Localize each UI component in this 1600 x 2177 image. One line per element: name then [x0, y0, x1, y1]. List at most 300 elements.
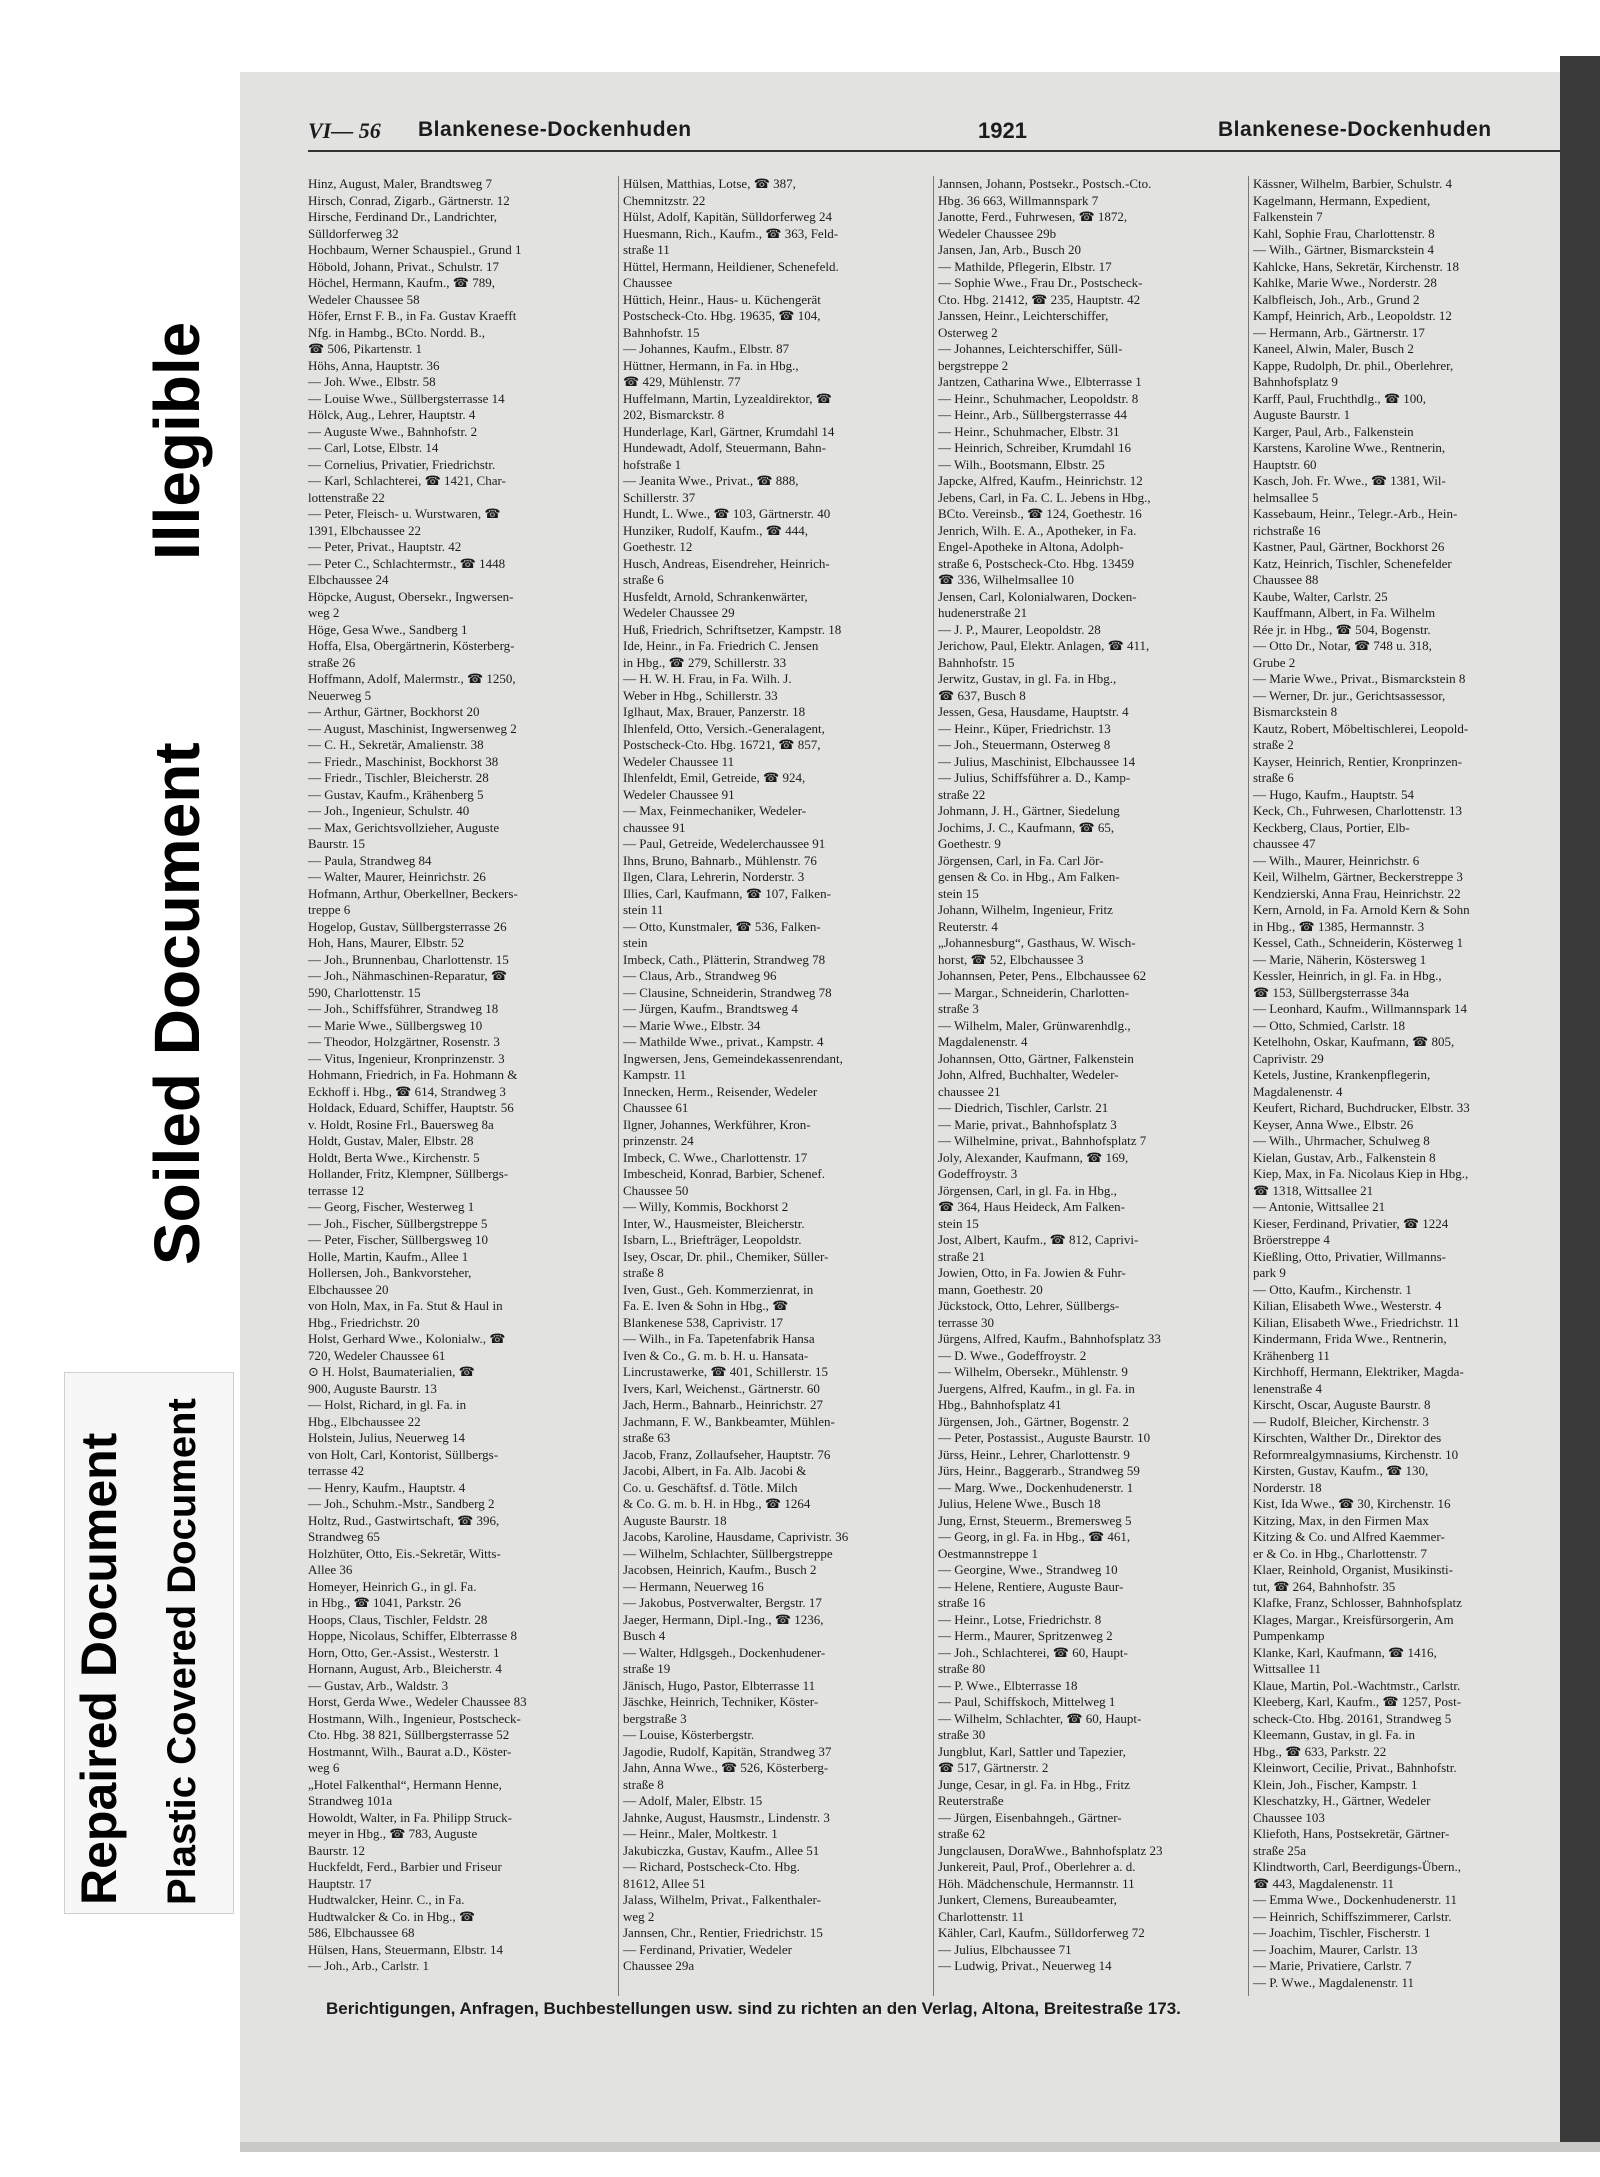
- directory-column-2: [619, 176, 934, 1996]
- directory-entry: Weber in Hbg., Schillerstr. 33: [623, 687, 778, 703]
- directory-entry: straße 62: [938, 1826, 986, 1841]
- directory-entry: Busch 4: [623, 1628, 666, 1643]
- directory-entry: Junkereit, Paul, Prof., Oberlehrer a. d.: [938, 1859, 1136, 1874]
- directory-entry: terrasse 30: [938, 1314, 994, 1330]
- directory-entry: Klages, Margar., Kreisfürsorgerin, Am: [1253, 1611, 1454, 1627]
- directory-entry: — Leonhard, Kaufm., Willmannspark 14: [1253, 1001, 1468, 1016]
- directory-entry: gensen & Co. in Hbg., Am Falken-: [938, 869, 1120, 884]
- header-title-right: Blankenese-Dockenhuden: [1218, 118, 1492, 141]
- directory-entry: — Emma Wwe., Dockenhudenerstr. 11: [1253, 1892, 1457, 1907]
- directory-entry: Keyser, Anna Wwe., Elbstr. 26: [1253, 1116, 1414, 1132]
- directory-entry: Ihlenfeldt, Emil, Getreide, ☎ 924,: [623, 770, 806, 785]
- directory-entry: — Wilh., Bootsmann, Elbstr. 25: [938, 456, 1105, 472]
- directory-entry: — Marie, Privatiere, Carlstr. 7: [1253, 1958, 1412, 1973]
- directory-entry: & Co. G. m. b. H. in Hbg., ☎ 1264: [623, 1496, 811, 1511]
- directory-entry: Jürss, Heinr., Lehrer, Charlottenstr. 9: [938, 1446, 1130, 1462]
- directory-entry: Hundewadt, Adolf, Steuermann, Bahn-: [623, 440, 826, 455]
- directory-entry: Strandweg 65: [308, 1529, 380, 1544]
- directory-entry: horst, ☎ 52, Elbchaussee 3: [938, 951, 1084, 967]
- directory-entry: Höchel, Hermann, Kaufm., ☎ 789,: [308, 275, 495, 290]
- directory-entry: Höh. Mädchenschule, Hermannstr. 11: [938, 1875, 1135, 1891]
- directory-entry: Eckhoff i. Hbg., ☎ 614, Strandweg 3: [308, 1083, 506, 1099]
- header-title-left: Blankenese-Dockenhuden: [418, 118, 692, 141]
- directory-entry: Hbg., ☎ 633, Parkstr. 22: [1253, 1743, 1387, 1759]
- directory-entry: — Peter, Privat., Hauptstr. 42: [308, 539, 462, 554]
- directory-entry: Klindtworth, Carl, Beerdigungs-Übern.,: [1253, 1859, 1461, 1874]
- directory-entry: — Julius, Elbchaussee 71: [938, 1941, 1072, 1957]
- page-number: VI— 56: [308, 118, 381, 143]
- directory-entry: Chaussee 61: [623, 1100, 689, 1115]
- directory-entry: Jungclausen, DoraWwe., Bahnhofsplatz 23: [938, 1842, 1163, 1858]
- directory-entry: — Ludwig, Privat., Neuerweg 14: [938, 1958, 1112, 1973]
- directory-entry: weg 2: [623, 1908, 655, 1924]
- directory-entry: Imbeck, Cath., Plätterin, Strandweg 78: [623, 951, 826, 967]
- directory-entry: Isbarn, L., Briefträger, Leopoldstr.: [623, 1232, 802, 1247]
- directory-entry: Kampstr. 11: [623, 1067, 687, 1082]
- directory-entry: ☎ 637, Busch 8: [938, 687, 1026, 703]
- directory-entry: — Karl, Schlachterei, ☎ 1421, Char-: [308, 473, 506, 488]
- directory-entry: Lincrustawerke, ☎ 401, Schillerstr. 15: [623, 1364, 829, 1379]
- directory-entry: — Joachim, Maurer, Carlstr. 13: [1253, 1941, 1418, 1957]
- directory-entry: Hoppe, Nicolaus, Schiffer, Elbterrasse 8: [308, 1628, 517, 1643]
- directory-entry: Chaussee 50: [623, 1182, 689, 1198]
- directory-entry: — Jürgen, Kaufm., Brandtsweg 4: [623, 1001, 798, 1016]
- directory-entry: Johannsen, Otto, Gärtner, Falkenstein: [938, 1050, 1134, 1066]
- directory-entry: hofstraße 1: [623, 456, 682, 472]
- directory-entry: Holle, Martin, Kaufm., Allee 1: [308, 1248, 469, 1264]
- directory-entry: — Holst, Richard, in gl. Fa. in: [308, 1397, 467, 1412]
- directory-entry: — Marie Wwe., Süllbergsweg 10: [308, 1017, 483, 1033]
- directory-entry: in Hbg., ☎ 279, Schillerstr. 33: [623, 654, 787, 670]
- directory-entry: straße 11: [623, 242, 670, 257]
- directory-entry: Hbg. 36 663, Willmannspark 7: [938, 192, 1099, 208]
- directory-entry: Husch, Andreas, Eisendreher, Heinrich-: [623, 555, 830, 571]
- directory-entry: ☎ 429, Mühlenstr. 77: [623, 374, 741, 389]
- directory-entry: Bahnhofstr. 15: [623, 324, 700, 340]
- directory-entry: Keckberg, Claus, Portier, Elb-: [1253, 819, 1410, 835]
- directory-entry: Elbchaussee 24: [308, 572, 389, 587]
- directory-entry: — Adolf, Maler, Elbstr. 15: [623, 1793, 763, 1808]
- directory-entry: — Julius, Schiffsführer a. D., Kamp-: [938, 770, 1131, 785]
- directory-entry: Wittsallee 11: [1253, 1661, 1321, 1676]
- directory-entry: Wedeler Chaussee 11: [623, 753, 735, 769]
- directory-entry: Johann, Wilhelm, Ingenieur, Fritz: [938, 902, 1113, 917]
- directory-entry: Hbg., Elbchaussee 22: [308, 1413, 421, 1429]
- directory-entry: — Hugo, Kaufm., Hauptstr. 54: [1253, 786, 1415, 802]
- directory-entry: Jachmann, F. W., Bankbeamter, Mühlen-: [623, 1413, 835, 1429]
- label-repaired-document: Repaired Document: [71, 1432, 127, 1905]
- directory-entry: Iven & Co., G. m. b. H. u. Hansata-: [623, 1347, 809, 1363]
- directory-entry: — Otto, Kaufm., Kirchenstr. 1: [1253, 1281, 1412, 1297]
- directory-entry: Kässner, Wilhelm, Barbier, Schulstr. 4: [1253, 176, 1452, 191]
- directory-entry: Jürgensen, Joh., Gärtner, Bogenstr. 2: [938, 1413, 1129, 1429]
- directory-entry: Kasch, Joh. Fr. Wwe., ☎ 1381, Wil-: [1253, 473, 1446, 488]
- directory-entry: — Paula, Strandweg 84: [308, 852, 432, 868]
- directory-entry: — Wilh., Gärtner, Bismarckstein 4: [1253, 242, 1435, 257]
- directory-entry: Jörgensen, Carl, in gl. Fa. in Hbg.,: [938, 1182, 1117, 1198]
- directory-entry: — Jakobus, Postverwalter, Bergstr. 17: [623, 1595, 822, 1610]
- directory-entry: Kassebaum, Heinr., Telegr.-Arb., Hein-: [1253, 506, 1458, 521]
- directory-entry: Johannsen, Peter, Pens., Elbchaussee 62: [938, 968, 1147, 983]
- directory-entry: — Richard, Postscheck-Cto. Hbg.: [623, 1859, 800, 1874]
- directory-entry: Hochbaum, Werner Schauspiel., Grund 1: [308, 242, 522, 257]
- directory-entry: Baurstr. 12: [308, 1842, 366, 1858]
- directory-entry: Ihns, Bruno, Bahnarb., Mühlenstr. 76: [623, 852, 817, 868]
- directory-entry: lenenstraße 4: [1253, 1380, 1322, 1396]
- directory-entry: Kleschatzky, H., Gärtner, Wedeler: [1253, 1793, 1431, 1808]
- directory-entry: Oestmannstreppe 1: [938, 1545, 1039, 1561]
- directory-entry: Kampf, Heinrich, Arb., Leopoldstr. 12: [1253, 308, 1452, 323]
- directory-entry: Hbg., Bahnhofsplatz 41: [938, 1397, 1062, 1412]
- directory-entry: Julius, Helene Wwe., Busch 18: [938, 1496, 1101, 1511]
- directory-entry: Hinz, August, Maler, Brandtsweg 7: [308, 176, 492, 191]
- directory-entry: straße 25a: [1253, 1842, 1307, 1858]
- directory-entry: Holdt, Berta Wwe., Kirchenstr. 5: [308, 1149, 480, 1165]
- directory-entry: Rée jr. in Hbg., ☎ 504, Bogenstr.: [1253, 621, 1431, 637]
- directory-entry: richstraße 16: [1253, 522, 1321, 538]
- directory-entry: Schillerstr. 37: [623, 489, 696, 505]
- directory-entry: Reuterstraße: [938, 1793, 1004, 1808]
- directory-entry: Isey, Oscar, Dr. phil., Chemiker, Süller-: [623, 1248, 829, 1264]
- directory-entry: Hoffmann, Adolf, Malermstr., ☎ 1250,: [308, 671, 516, 686]
- directory-entry: Klaue, Martin, Pol.-Wachtmstr., Carlstr.: [1253, 1677, 1461, 1693]
- directory-entry: Jückstock, Otto, Lehrer, Süllbergs-: [938, 1298, 1120, 1313]
- directory-page: [246, 84, 1560, 2134]
- directory-entry: Kähler, Carl, Kaufm., Sülldorferweg 72: [938, 1925, 1145, 1940]
- header-rule: [308, 150, 1560, 152]
- directory-entry: Kern, Arnold, in Fa. Arnold Kern & Sohn: [1253, 902, 1470, 917]
- directory-entry: Höge, Gesa Wwe., Sandberg 1: [308, 621, 468, 637]
- directory-entry: — Wilh., Maurer, Heinrichstr. 6: [1253, 852, 1420, 868]
- directory-entry: treppe 6: [308, 902, 351, 917]
- directory-entry: — Joh., Nähmaschinen-Reparatur, ☎: [308, 968, 508, 983]
- directory-entry: Junkert, Clemens, Bureaubeamter,: [938, 1892, 1117, 1907]
- directory-entry: — Jürgen, Eisenbahngeh., Gärtner-: [938, 1809, 1122, 1825]
- directory-entry: in Hbg., ☎ 1041, Parkstr. 26: [308, 1595, 462, 1610]
- directory-entry: straße 80: [938, 1661, 986, 1676]
- directory-entry: 202, Bismarckstr. 8: [623, 407, 725, 422]
- directory-entry: — Helene, Rentiere, Auguste Baur-: [938, 1578, 1124, 1594]
- directory-entry: 586, Elbchaussee 68: [308, 1925, 415, 1940]
- directory-entry: Bahnhofsplatz 9: [1253, 374, 1338, 389]
- directory-entry: Auguste Baurstr. 18: [623, 1512, 727, 1528]
- directory-entry: Ilgen, Clara, Lehrerin, Norderstr. 3: [623, 869, 805, 884]
- directory-entry: — Julius, Maschinist, Elbchaussee 14: [938, 753, 1136, 769]
- directory-entry: — Mathilde Wwe., privat., Kampstr. 4: [623, 1034, 824, 1049]
- directory-entry: Hülsen, Matthias, Lotse, ☎ 387,: [623, 176, 796, 191]
- directory-entry: Ketelhohn, Oskar, Kaufmann, ☎ 805,: [1253, 1034, 1455, 1049]
- directory-entry: straße 2: [1253, 737, 1294, 752]
- directory-entry: chaussee 47: [1253, 836, 1316, 851]
- directory-entry: — Heinrich, Schreiber, Krumdahl 16: [938, 440, 1131, 455]
- directory-entry: Hunderlage, Karl, Gärtner, Krumdahl 14: [623, 423, 835, 439]
- directory-entry: ☎ 517, Gärtnerstr. 2: [938, 1760, 1049, 1775]
- directory-entry: Kilian, Elisabeth Wwe., Friedrichstr. 11: [1253, 1314, 1460, 1330]
- directory-entry: Reuterstr. 4: [938, 918, 998, 934]
- directory-entry: straße 22: [938, 786, 986, 802]
- directory-entry: ☎ 443, Magdalenenstr. 11: [1253, 1875, 1394, 1891]
- directory-entry: Chaussee: [623, 275, 673, 290]
- directory-entry: — Otto, Schmied, Carlstr. 18: [1253, 1017, 1406, 1033]
- page-header: [308, 118, 1560, 154]
- directory-entry: Jebens, Carl, in Fa. C. L. Jebens in Hbg.,: [938, 489, 1151, 505]
- directory-entry: Hostmannt, Wilh., Baurat a.D., Köster-: [308, 1743, 512, 1759]
- directory-entry: Hundt, L. Wwe., ☎ 103, Gärtnerstr. 40: [623, 506, 831, 521]
- directory-entry: in Hbg., ☎ 1385, Hermannstr. 3: [1253, 918, 1425, 934]
- directory-entry: straße 6: [623, 572, 664, 587]
- directory-entry: — Heinr., Arb., Süllbergsterrasse 44: [938, 407, 1127, 422]
- directory-entry: Hüttel, Hermann, Heildiener, Schenefeld.: [623, 258, 839, 274]
- directory-entry: — Claus, Arb., Strandweg 96: [623, 968, 777, 983]
- directory-entry: Jahnke, August, Hausmstr., Lindenstr. 3: [623, 1809, 830, 1825]
- directory-entry: — Herm., Maurer, Spritzenweg 2: [938, 1628, 1113, 1643]
- directory-entry: v. Holdt, Rosine Frl., Bauersweg 8a: [308, 1116, 494, 1132]
- directory-entry: Kilian, Elisabeth Wwe., Westerstr. 4: [1253, 1298, 1442, 1313]
- directory-entry: Baurstr. 15: [308, 836, 366, 851]
- directory-entry: Keck, Ch., Fuhrwesen, Charlottenstr. 13: [1253, 803, 1463, 818]
- directory-entry: Auguste Baurstr. 1: [1253, 407, 1351, 422]
- directory-entry: Junge, Cesar, in gl. Fa. in Hbg., Fritz: [938, 1776, 1130, 1792]
- directory-entry: Hostmann, Wilh., Ingenieur, Postscheck-: [308, 1710, 521, 1726]
- directory-entry: tut, ☎ 264, Bahnhofstr. 35: [1253, 1578, 1396, 1594]
- directory-entry: Imbeck, C. Wwe., Charlottenstr. 17: [623, 1149, 808, 1165]
- directory-entry: Kliefoth, Hans, Postsekretär, Gärtner-: [1253, 1826, 1450, 1841]
- directory-entry: Hülst, Adolf, Kapitän, Sülldorferweg 24: [623, 209, 833, 224]
- directory-entry: Kirsten, Gustav, Kaufm., ☎ 130,: [1253, 1463, 1429, 1478]
- page-footer: Berichtigungen, Anfragen, Buchbestellungen usw. sind zu richten an den Verlag, Altona, Breitestraße 173.: [326, 1999, 1181, 2018]
- directory-entry: Hollersen, Joh., Bankvorsteher,: [308, 1265, 472, 1280]
- directory-entry: Holdack, Eduard, Schiffer, Hauptstr. 56: [308, 1100, 514, 1115]
- directory-entry: Hirsche, Ferdinand Dr., Landrichter,: [308, 209, 498, 224]
- directory-entry: weg 6: [308, 1760, 340, 1775]
- directory-entry: — Carl, Lotse, Elbstr. 14: [308, 440, 439, 455]
- directory-entry: 590, Charlottenstr. 15: [308, 984, 421, 1000]
- directory-entry: — Heinr., Schuhmacher, Elbstr. 31: [938, 423, 1120, 439]
- directory-entry: Jerichow, Paul, Elektr. Anlagen, ☎ 411,: [938, 638, 1150, 653]
- directory-entry: Kirchhoff, Hermann, Elektriker, Magda-: [1253, 1364, 1464, 1379]
- directory-entry: Neuerweg 5: [308, 687, 372, 703]
- directory-entry: lottenstraße 22: [308, 489, 385, 505]
- directory-entry: Jäschke, Heinrich, Techniker, Köster-: [623, 1694, 819, 1709]
- directory-entry: Ingwersen, Jens, Gemeindekassenrendant,: [623, 1050, 843, 1066]
- directory-entry: John, Alfred, Buchhalter, Wedeler-: [938, 1067, 1119, 1082]
- directory-entry: — Peter, Fleisch- u. Wurstwaren, ☎: [308, 506, 501, 521]
- directory-entry: Cto. Hbg. 38 821, Süllbergsterrasse 52: [308, 1727, 510, 1742]
- directory-entry: Jannsen, Johann, Postsekr., Postsch.-Cto.: [938, 176, 1152, 191]
- directory-entry: bergstraße 3: [623, 1710, 687, 1726]
- directory-entry: Höpcke, August, Obersekr., Ingwersen-: [308, 588, 514, 604]
- directory-entry: Fa. E. Iven & Sohn in Hbg., ☎: [623, 1298, 789, 1313]
- directory-entry: Juergens, Alfred, Kaufm., in gl. Fa. in: [938, 1380, 1135, 1396]
- directory-entry: straße 16: [938, 1595, 986, 1610]
- directory-entry: prinzenstr. 24: [623, 1133, 694, 1148]
- directory-entry: — Margar., Schneiderin, Charlotten-: [938, 984, 1130, 1000]
- directory-entry: Kaube, Walter, Carlstr. 25: [1253, 588, 1388, 604]
- directory-entry: stein: [623, 935, 648, 950]
- directory-entry: Höbold, Johann, Privat., Schulstr. 17: [308, 258, 500, 274]
- directory-entry: von Holn, Max, in Fa. Stut & Haul in: [308, 1298, 503, 1313]
- directory-entry: straße 21: [938, 1248, 986, 1264]
- directory-entry: straße 8: [623, 1265, 664, 1280]
- directory-entry: Inter, W., Hausmeister, Bleicherstr.: [623, 1215, 805, 1231]
- directory-entry: — Wilh., in Fa. Tapetenfabrik Hansa: [623, 1331, 815, 1346]
- directory-entry: Nfg. in Hambg., BCto. Nordd. B.,: [308, 324, 485, 340]
- directory-entry: — Auguste Wwe., Bahnhofstr. 2: [308, 423, 478, 439]
- directory-entry: Kaneel, Alwin, Maler, Busch 2: [1253, 341, 1414, 356]
- directory-entry: Chemnitzstr. 22: [623, 192, 706, 208]
- label-soiled-document: Soiled Document: [141, 742, 213, 1265]
- directory-entry: Kappe, Rudolph, Dr. phil., Oberlehrer,: [1253, 357, 1454, 373]
- directory-entry: Allee 36: [308, 1562, 353, 1577]
- directory-entry: — Wilhelm, Obersekr., Mühlenstr. 9: [938, 1364, 1128, 1379]
- directory-entry: Norderstr. 18: [1253, 1479, 1322, 1495]
- directory-entry: — Friedr., Maschinist, Bockhorst 38: [308, 753, 499, 769]
- directory-entry: stein 11: [623, 902, 664, 917]
- directory-entry: Co. u. Geschäftsf. d. Tötle. Milch: [623, 1479, 798, 1495]
- directory-entry: — Joh., Steuermann, Osterweg 8: [938, 737, 1111, 752]
- directory-entry: Jansen, Jan, Arb., Busch 20: [938, 242, 1081, 257]
- directory-entry: — Joh. Wwe., Elbstr. 58: [308, 374, 436, 389]
- directory-entry: Magdalenenstr. 4: [938, 1034, 1028, 1049]
- directory-entry: Kleinwort, Cecilie, Privat., Bahnhofstr.: [1253, 1760, 1457, 1775]
- directory-entry: Klaer, Reinhold, Organist, Musikinsti-: [1253, 1562, 1454, 1577]
- directory-entry: Falkenstein 7: [1253, 209, 1323, 224]
- directory-entry: — Hermann, Arb., Gärtnerstr. 17: [1253, 324, 1425, 340]
- directory-entry: Hauptstr. 17: [308, 1875, 372, 1891]
- directory-entry: Kiep, Max, in Fa. Nicolaus Kiep in Hbg.,: [1253, 1166, 1469, 1181]
- directory-entry: „Hotel Falkenthal“, Hermann Henne,: [308, 1776, 502, 1792]
- directory-entry: — Georgine, Wwe., Strandweg 10: [938, 1562, 1118, 1577]
- directory-entry: — Wilhelm, Schlachter, Süllbergstreppe: [623, 1545, 833, 1561]
- directory-entry: Hollander, Fritz, Klempner, Süllbergs-: [308, 1166, 509, 1181]
- directory-entry: — Jeanita Wwe., Privat., ☎ 888,: [623, 473, 799, 488]
- directory-entry: Imbescheid, Konrad, Barbier, Schenef.: [623, 1166, 825, 1181]
- directory-entry: Johmann, J. H., Gärtner, Siedelung: [938, 803, 1120, 818]
- directory-entry: Kauffmann, Albert, in Fa. Wilhelm: [1253, 605, 1436, 620]
- directory-entry: Jakubiczka, Gustav, Kaufm., Allee 51: [623, 1842, 820, 1858]
- directory-entry: Jenrich, Wilh. E. A., Apotheker, in Fa.: [938, 522, 1137, 538]
- directory-entry: Jacobsen, Heinrich, Kaufm., Busch 2: [623, 1562, 817, 1577]
- directory-entry: Jalass, Wilhelm, Privat., Falkenthaler-: [623, 1892, 821, 1907]
- directory-entry: Grube 2: [1253, 654, 1296, 670]
- directory-entry: Joly, Alexander, Kaufmann, ☎ 169,: [938, 1149, 1129, 1165]
- directory-entry: — Louise, Kösterbergstr.: [623, 1727, 755, 1742]
- directory-entry: — Antonie, Wittsallee 21: [1253, 1199, 1386, 1214]
- directory-entry: — Paul, Schiffskoch, Mittelweg 1: [938, 1694, 1116, 1709]
- directory-entry: — Henry, Kaufm., Hauptstr. 4: [308, 1479, 466, 1495]
- directory-entry: — Johannes, Kaufm., Elbstr. 87: [623, 341, 790, 356]
- directory-entry: — Walter, Maurer, Heinrichstr. 26: [308, 869, 486, 884]
- directory-entry: Kautz, Robert, Möbeltischlerei, Leopold-: [1253, 720, 1469, 736]
- directory-entry: Jürs, Heinr., Baggerarb., Strandweg 59: [938, 1463, 1140, 1478]
- directory-entry: ☎ 336, Wilhelmsallee 10: [938, 572, 1075, 587]
- directory-entry: Strandweg 101a: [308, 1793, 393, 1808]
- directory-entry: — Werner, Dr. jur., Gerichtsassessor,: [1253, 687, 1446, 703]
- directory-entry: — Vitus, Ingenieur, Kronprinzenstr. 3: [308, 1050, 505, 1066]
- directory-entry: — Gustav, Arb., Waldstr. 3: [308, 1677, 449, 1693]
- directory-entry: — Joh., Arb., Carlstr. 1: [308, 1958, 429, 1973]
- directory-entry: Jantzen, Catharina Wwe., Elbterrasse 1: [938, 374, 1142, 389]
- directory-entry: „Johannesburg“, Gasthaus, W. Wisch-: [938, 935, 1136, 950]
- directory-entry: — Heinr., Schuhmacher, Leopoldstr. 8: [938, 390, 1139, 406]
- directory-entry: Hogelop, Gustav, Süllbergsterrasse 26: [308, 918, 507, 934]
- directory-entry: Hölck, Aug., Lehrer, Hauptstr. 4: [308, 407, 476, 422]
- directory-entry: Holdt, Gustav, Maler, Elbstr. 28: [308, 1133, 474, 1148]
- directory-entry: von Holt, Carl, Kontorist, Süllbergs-: [308, 1446, 499, 1462]
- directory-entry: Bröerstreppe 4: [1253, 1232, 1330, 1247]
- directory-entry: Chaussee 103: [1253, 1809, 1325, 1825]
- directory-entry: Postscheck-Cto. Hbg. 19635, ☎ 104,: [623, 308, 821, 323]
- directory-entry: — Ferdinand, Privatier, Wedeler: [623, 1941, 792, 1957]
- directory-entry: straße 26: [308, 654, 356, 670]
- directory-entry: Husfeldt, Arnold, Schrankenwärter,: [623, 588, 808, 604]
- directory-entry: helmsallee 5: [1253, 489, 1319, 505]
- directory-entry: Ide, Heinr., in Fa. Friedrich C. Jensen: [623, 638, 819, 653]
- directory-entry: Horst, Gerda Wwe., Wedeler Chaussee 83: [308, 1694, 527, 1709]
- directory-entry: Hofmann, Arthur, Oberkellner, Beckers-: [308, 885, 518, 901]
- directory-entry: Karstens, Karoline Wwe., Rentnerin,: [1253, 440, 1446, 455]
- directory-entry: Horn, Otto, Ger.-Assist., Westerstr. 1: [308, 1644, 500, 1660]
- directory-entry: — Sophie Wwe., Frau Dr., Postscheck-: [938, 275, 1143, 290]
- directory-entry: Kieser, Ferdinand, Privatier, ☎ 1224: [1253, 1215, 1449, 1231]
- directory-entry: meyer in Hbg., ☎ 783, Auguste: [308, 1826, 478, 1841]
- directory-entry: Godeffroystr. 3: [938, 1166, 1018, 1181]
- directory-entry: Hornann, August, Arb., Bleicherstr. 4: [308, 1661, 502, 1676]
- directory-entry: — Joh., Schlachterei, ☎ 60, Haupt-: [938, 1644, 1128, 1660]
- directory-entry: — P. Wwe., Magdalenenstr. 11: [1253, 1974, 1415, 1990]
- label-illegible: Illegible: [141, 321, 213, 560]
- directory-entry: Chaussee 29a: [623, 1958, 695, 1973]
- directory-entry: Kleeberg, Karl, Kaufm., ☎ 1257, Post-: [1253, 1694, 1462, 1709]
- directory-entry: Wedeler Chaussee 29b: [938, 225, 1057, 241]
- directory-entry: Kayser, Heinrich, Rentier, Kronprinzen-: [1253, 753, 1463, 769]
- directory-entry: Holtz, Rud., Gastwirtschaft, ☎ 396,: [308, 1512, 500, 1528]
- directory-entry: Pumpenkamp: [1253, 1628, 1325, 1643]
- directory-entry: Kessel, Cath., Schneiderin, Kösterweg 1: [1253, 935, 1464, 950]
- directory-entry: Goethestr. 9: [938, 836, 1001, 851]
- directory-entry: Wedeler Chaussee 91: [623, 786, 735, 802]
- directory-entry: Höhs, Anna, Hauptstr. 36: [308, 357, 440, 373]
- directory-column-1: [304, 176, 619, 1996]
- directory-entry: — Louise Wwe., Süllbergsterrasse 14: [308, 390, 505, 406]
- directory-entry: Jacobi, Albert, in Fa. Alb. Jacobi &: [623, 1463, 807, 1478]
- directory-entry: Keufert, Richard, Buchdrucker, Elbstr. 33: [1253, 1100, 1470, 1115]
- directory-entry: park 9: [1253, 1265, 1286, 1280]
- directory-entry: Japcke, Alfred, Kaufm., Heinrichstr. 12: [938, 473, 1143, 488]
- directory-entry: — D. Wwe., Godeffroystr. 2: [938, 1347, 1087, 1363]
- directory-entry: Hudtwalcker, Heinr. C., in Fa.: [308, 1892, 465, 1907]
- directory-entry: Hüttich, Heinr., Haus- u. Küchengerät: [623, 291, 821, 307]
- directory-entry: mann, Goethestr. 20: [938, 1281, 1043, 1297]
- directory-entry: Kendzierski, Anna Frau, Heinrichstr. 22: [1253, 885, 1461, 901]
- directory-entry: — Marg. Wwe., Dockenhudenerstr. 1: [938, 1479, 1134, 1495]
- directory-entry: Jungblut, Karl, Sattler und Tapezier,: [938, 1743, 1126, 1759]
- directory-entry: Ivers, Karl, Weichenst., Gärtnerstr. 60: [623, 1380, 820, 1396]
- directory-entry: BCto. Vereinsb., ☎ 124, Goethestr. 16: [938, 506, 1142, 521]
- directory-entry: Jaeger, Hermann, Dipl.-Ing., ☎ 1236,: [623, 1611, 824, 1627]
- directory-entry: — Cornelius, Privatier, Friedrichstr.: [308, 456, 496, 472]
- directory-entry: — Joh., Ingenieur, Schulstr. 40: [308, 803, 470, 818]
- directory-entry: — Peter C., Schlachtermstr., ☎ 1448: [308, 555, 506, 571]
- directory-entry: — Georg, Fischer, Westerweg 1: [308, 1199, 475, 1214]
- directory-entry: — August, Maschinist, Ingwersenweg 2: [308, 720, 517, 736]
- directory-entry: ☎ 506, Pikartenstr. 1: [308, 341, 423, 356]
- directory-entry: — Walter, Hdlgsgeh., Dockenhudener-: [623, 1644, 826, 1660]
- directory-entry: — Heinr., Küper, Friedrichstr. 13: [938, 720, 1111, 736]
- directory-entry: Huesmann, Rich., Kaufm., ☎ 363, Feld-: [623, 225, 839, 241]
- directory-entry: weg 2: [308, 605, 340, 620]
- directory-entry: Kielan, Gustav, Arb., Falkenstein 8: [1253, 1149, 1436, 1165]
